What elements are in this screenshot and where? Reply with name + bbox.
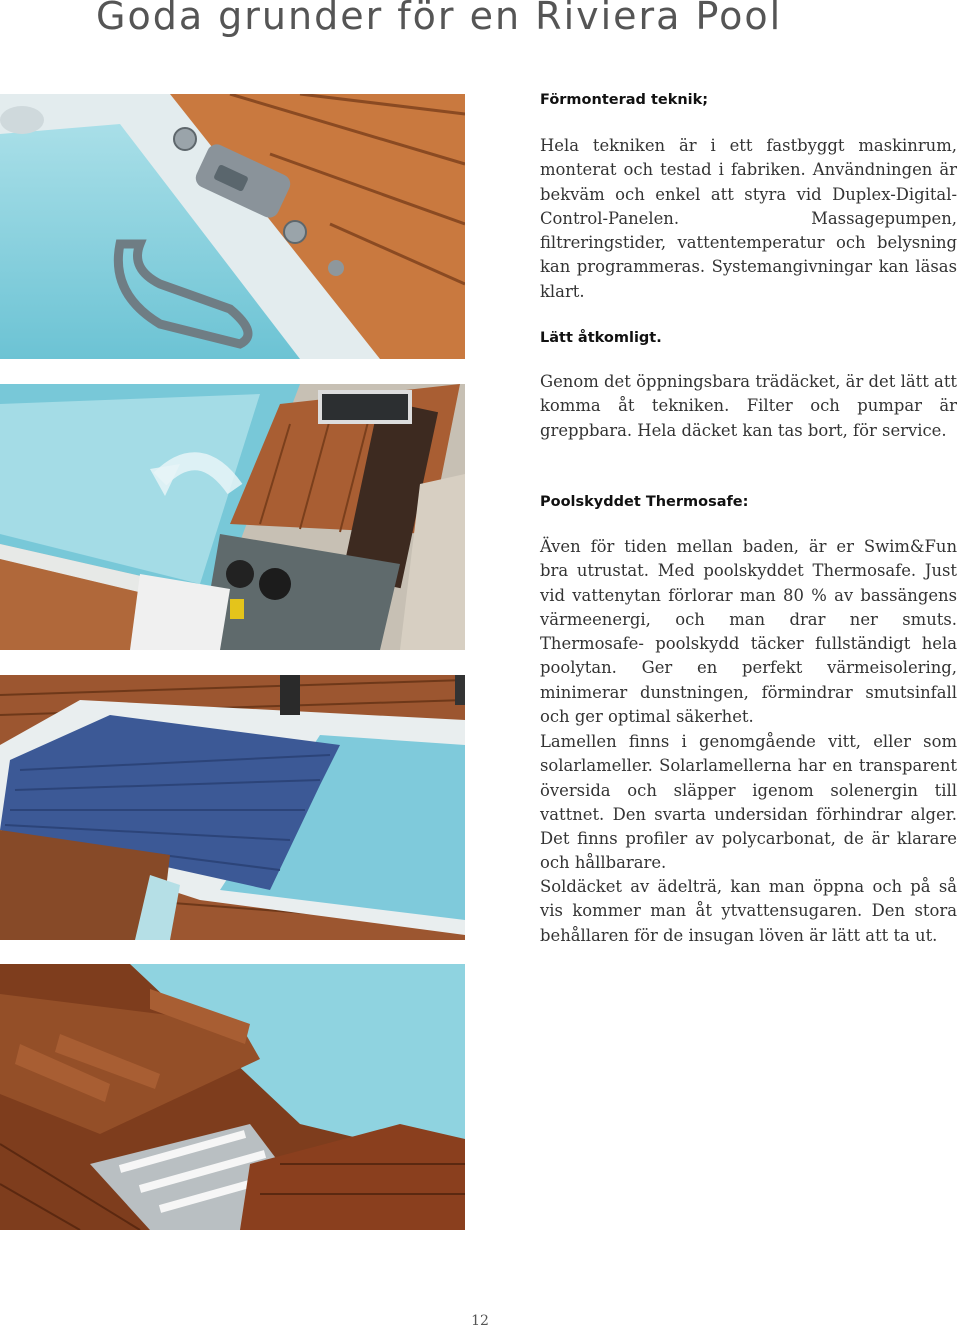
photo-control-panel — [0, 94, 465, 359]
paragraph-lamellen: Lamellen finns i genomgående vitt, eller som solarlameller. Solarlamellerna har en transparent översida och släpper igenom solenergin till vattnet. Den svarta undersidan förhindrar alger. Det finns profiler av polycarbonat, de är klarare och hållbarare. — [540, 732, 957, 873]
page-number: 12 — [471, 1313, 489, 1329]
heading-preinstalled-tech: Förmonterad teknik; — [540, 92, 709, 108]
photo-pool-cover — [0, 675, 465, 940]
heading-easy-access: Lätt åtkomligt. — [540, 330, 662, 346]
page-title: Goda grunder för en Riviera Pool — [96, 0, 783, 38]
paragraph-thermosafe: Även för tiden mellan baden, är er Swim&Fun bra utrustat. Med poolskyddet Thermosafe. Just vid vattenytan förlorar man 80 % av bassängens värmeenergi, och man drar ner smuts. Thermosafe- poolskydd täcker fullständigt hela poolytan. Ger en perfekt värmeisolering, minimerar dunstningen, förmindrar smutsinfall och ger optimal säkerhet. — [540, 537, 957, 727]
paragraph-easy-access: Genom det öppningsbara trädäcket, är det lätt att komma åt tekniken. Filter och pumpar är greppbara. Hela däcket kan tas bort, för service. — [540, 372, 957, 440]
heading-thermosafe: Poolskyddet Thermosafe: — [540, 494, 749, 510]
paragraph-preinstalled-tech: Hela tekniken är i ett fastbyggt maskinrum, monterat och testad i fabriken. Användningen är bekväm och enkel att styra vid Duplex-Digital-Control-Panelen. Massagepumpen, filtreringstider, vattentemperatur och belysning kan programmeras. Systemangivningar kan läsas klart. — [540, 136, 957, 301]
photo-open-deck — [0, 384, 465, 650]
paragraph-soldacket: Soldäcket av ädelträ, kan man öppna och på så vis kommer man åt ytvattensugaren. Den stora behållaren för de insugan löven är lätt att ta ut. — [540, 877, 957, 945]
photo-sun-deck — [0, 964, 465, 1230]
